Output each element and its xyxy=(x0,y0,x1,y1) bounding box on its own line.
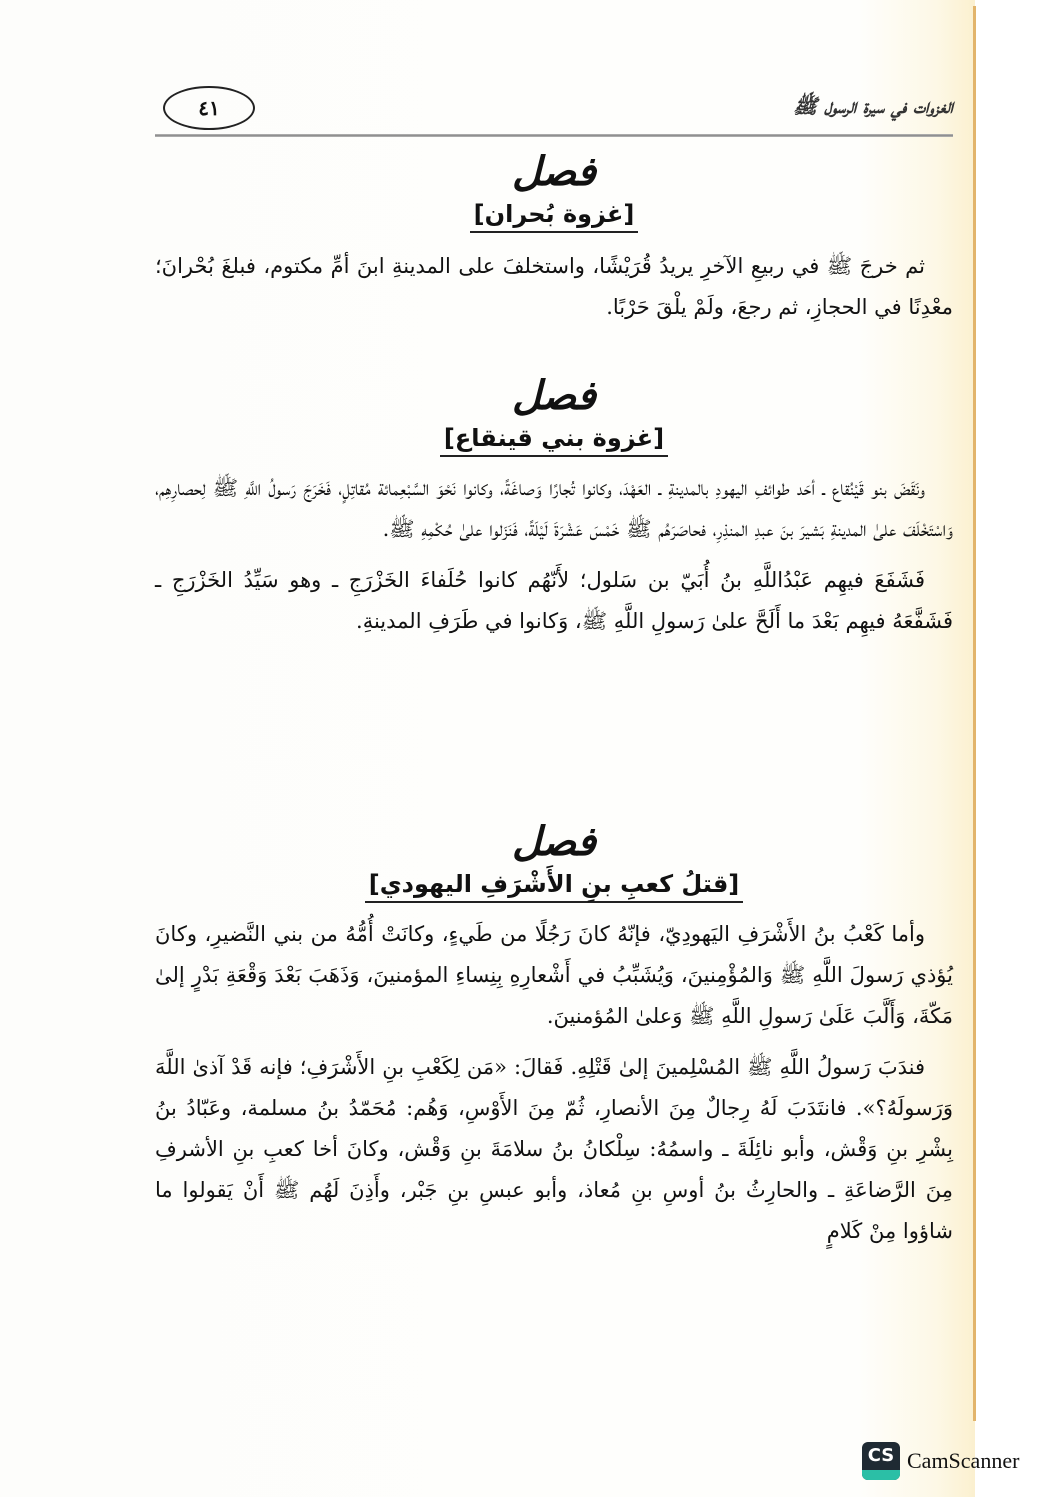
section-title: [غزوة بني قينقاع] xyxy=(155,420,953,456)
page-edge xyxy=(973,6,976,1421)
section-heading: فصل xyxy=(511,818,597,865)
camscanner-logo-icon: CS xyxy=(862,1442,900,1480)
section-heading: فصل xyxy=(511,372,597,419)
camscanner-label: CamScanner xyxy=(907,1448,1020,1473)
page-header xyxy=(155,86,953,131)
page-number: ٤١ xyxy=(163,86,255,130)
paragraph: ثم خرجَ ﷺ في ربيعِ الآخرِ يريدُ قُرَيْشًا، واستخلفَ على المدينةِ ابنَ أمِّ مكتوم، فبلغَ بُحْرانَ؛ معْدِنًا في الحجازِ، ثم رجعَ، ولَمْ يلْقَ حَرْبًا. xyxy=(155,254,953,319)
header-divider xyxy=(155,134,953,137)
paragraph: فَشَفَعَ فيهِم عَبْدُاللَّهِ بنُ أُبَيّ بن سَلول؛ لأَنّهُم كانوا حُلَفاءَ الخَزْرَجِ ـ وهو سَيِّدُ الخَزْرَجِ ـ فَشَفَّعَهُ فيهِم بَعْدَ ما أَلَحَّ علىٰ رَسولِ اللَّهِ ﷺ، وَكانوا في طَرَفِ المدينةِ. xyxy=(155,568,953,633)
section-heading: فصل xyxy=(511,148,597,195)
paragraph: فندَبَ رَسولُ اللَّهِ ﷺ المُسْلِمينَ إلىٰ قَتْلِهِ. فَقالَ: «مَن لِكَعْبِ بنِ الأَشْرَفِ؛ فإنه قَدْ آذىٰ اللَّهَ وَرَسولَهُ؟». فانتَدَبَ لَهُ رِجالٌ مِنَ الأنصارِ، ثُمّ مِنَ الأَوْسِ، وَهُم: مُحَمّدُ بنُ مسلمة، وعَبّادُ بنُ بِشْرِ بنِ وَقْش، وأبو نائِلَةَ ـ واسمُهُ: سِلْكانُ بنُ سلامَةَ بنِ وَقْش، وكانَ أخا كعبِ بنِ الأشرفِ مِنَ الرَّضاعَةِ ـ والحارِثُ بنُ أوسِ بنِ مُعاذ، وأبو عبسِ بنِ جَبْر، وأَذِنَ لَهُم ﷺ أَنْ يَقولوا ما شاؤوا مِنْ كَلامٍ xyxy=(155,1055,953,1243)
section-kaab xyxy=(155,818,953,1252)
section-title: [غزوة بُحران] xyxy=(155,196,953,232)
running-title: الغزوات في سيرة الرسول ﷺ xyxy=(793,94,953,118)
paragraph: ونَقَضَ بنو قَيْنُقاع ـ أحَد طوائفِ اليهودِ بالمدينةِ ـ العَهْدَ، وكانوا تُجارًا وَصاغَةً، وكانوا نَحْوَ السَّبْعِمائة مُقاتِلٍ، فَخَرَجَ رَسولُ اللَّهِ ﷺ لِحصارِهِم، وَاسْتَخْلَفَ علىٰ المدينةِ بَشيرَ بنَ عبدِ المنذِرِ، فحاصَرَهُم ﷺ خَمْسَ عَشْرَةَ لَيْلَةً، فَنَزَلوا علىٰ حُكْمِهِ ﷺ. xyxy=(155,476,953,541)
section-qaynuqa xyxy=(155,372,953,642)
section-title: [قتلُ كعبِ بنِ الأَشْرَفِ اليهودي] xyxy=(155,866,953,902)
section-bahran xyxy=(155,148,953,328)
paragraph: وأما كَعْبُ بنُ الأَشْرَفِ اليَهودِيّ، فإنّهُ كانَ رَجُلًا من طَيءٍ، وكانَتْ أُمُّهُ من بني النَّضيرِ، وكانَ يُؤذي رَسولَ اللَّهِ ﷺ وَالمُؤْمِنينَ، وَيُشَبِّبُ في أَشْعارِهِ بِنِساءِ المؤمنينَ، وَذَهَبَ بَعْدَ وَقْعَةِ بَدْرٍ إلىٰ مَكّةَ، وَأَلَّبَ عَلَىٰ رَسولِ اللَّهِ ﷺ وَعلىٰ المُؤمنينَ. xyxy=(155,922,953,1028)
